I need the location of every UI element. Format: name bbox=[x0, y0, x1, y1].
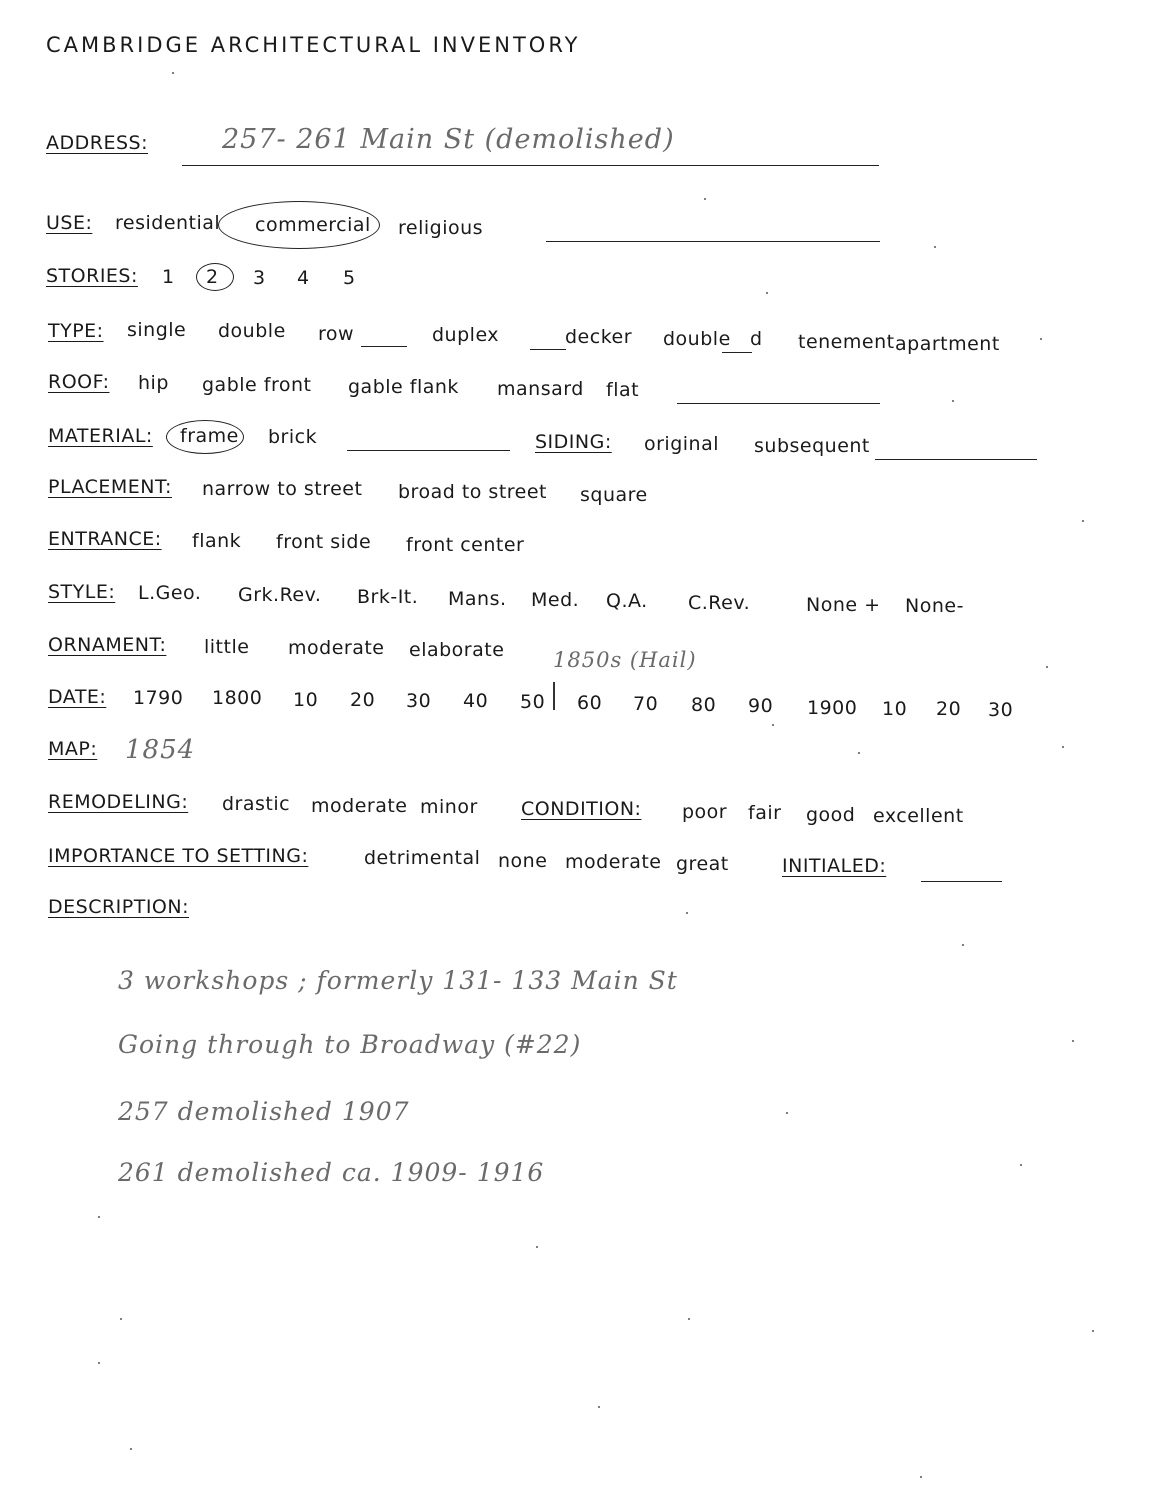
initialed-label: INITIALED: bbox=[782, 855, 887, 877]
type-option-d: d bbox=[750, 328, 763, 350]
scan-speck bbox=[688, 1318, 690, 1320]
date-option-10: 10 bbox=[293, 689, 319, 711]
roof-other-line bbox=[677, 403, 880, 404]
type-option-double: double bbox=[218, 320, 286, 342]
entrance-option-front-center: front center bbox=[406, 534, 525, 556]
use-option-religious: religious bbox=[398, 217, 484, 239]
map-label: MAP: bbox=[48, 738, 98, 760]
style-option-grkrev: Grk.Rev. bbox=[238, 584, 322, 606]
condition-option-fair: fair bbox=[748, 802, 782, 824]
description-line-3: 257 demolished 1907 bbox=[118, 1097, 410, 1126]
condition-option-poor: poor bbox=[682, 801, 728, 823]
material-other-line bbox=[347, 450, 510, 451]
date-option-1930: 30 bbox=[988, 699, 1014, 721]
style-option-qa: Q.A. bbox=[606, 590, 648, 612]
importance-option-great: great bbox=[676, 853, 729, 875]
siding-option-original: original bbox=[644, 433, 720, 455]
style-option-none-minus: None- bbox=[905, 595, 964, 617]
description-line-4: 261 demolished ca. 1909- 1916 bbox=[118, 1158, 545, 1187]
type-option-apartment: apartment bbox=[895, 333, 1000, 355]
condition-label: CONDITION: bbox=[521, 798, 642, 820]
use-label: USE: bbox=[46, 212, 93, 234]
scan-speck bbox=[934, 246, 936, 248]
scan-speck bbox=[766, 292, 768, 294]
scan-speck bbox=[172, 72, 174, 74]
roof-option-hip: hip bbox=[138, 372, 169, 394]
style-option-mans: Mans. bbox=[448, 588, 507, 610]
remodeling-option-minor: minor bbox=[420, 796, 478, 818]
style-option-crev: C.Rev. bbox=[688, 592, 751, 614]
scan-speck bbox=[1082, 520, 1084, 522]
siding-label: SIDING: bbox=[535, 431, 612, 453]
placement-label: PLACEMENT: bbox=[48, 476, 172, 498]
scan-speck bbox=[962, 944, 964, 946]
description-line-2: Going through to Broadway (#22) bbox=[118, 1030, 582, 1059]
style-option-brkit: Brk-It. bbox=[357, 586, 419, 608]
description-line-1: 3 workshops ; formerly 131- 133 Main St bbox=[118, 966, 678, 995]
condition-option-excellent: excellent bbox=[873, 805, 964, 827]
ornament-option-elaborate: elaborate bbox=[409, 639, 505, 661]
scan-speck bbox=[686, 912, 688, 914]
importance-label: IMPORTANCE TO SETTING: bbox=[48, 845, 309, 867]
remodeling-option-drastic: drastic bbox=[222, 793, 291, 815]
roof-option-flat: flat bbox=[606, 379, 640, 401]
scan-speck bbox=[786, 1112, 788, 1114]
style-option-med: Med. bbox=[531, 589, 580, 611]
scan-speck bbox=[1062, 746, 1064, 748]
use-other-line bbox=[546, 241, 880, 242]
placement-option-narrow: narrow to street bbox=[202, 478, 363, 500]
date-option-1800: 1800 bbox=[212, 687, 263, 709]
date-option-20: 20 bbox=[350, 689, 376, 711]
date-option-1790: 1790 bbox=[133, 687, 184, 709]
scan-speck bbox=[920, 1476, 922, 1478]
importance-option-moderate: moderate bbox=[565, 851, 662, 873]
scan-speck bbox=[1020, 1164, 1022, 1166]
date-note: 1850s (Hail) bbox=[553, 648, 697, 672]
date-mark bbox=[553, 682, 555, 710]
style-label: STYLE: bbox=[48, 581, 116, 603]
type-option-row: row bbox=[318, 323, 355, 345]
material-option-brick: brick bbox=[268, 426, 318, 448]
date-option-40: 40 bbox=[463, 690, 489, 712]
ornament-option-moderate: moderate bbox=[288, 637, 385, 659]
type-row-line bbox=[361, 346, 407, 347]
scan-speck bbox=[1046, 666, 1048, 668]
date-option-50: 50 bbox=[520, 691, 546, 713]
scan-speck bbox=[98, 1362, 100, 1364]
siding-option-subsequent: subsequent bbox=[754, 435, 870, 457]
roof-label: ROOF: bbox=[48, 371, 110, 393]
scan-speck bbox=[1072, 1040, 1074, 1042]
ornament-option-little: little bbox=[204, 636, 250, 658]
ornament-label: ORNAMENT: bbox=[48, 634, 167, 656]
entrance-option-flank: flank bbox=[192, 530, 242, 552]
stories-option-1: 1 bbox=[162, 266, 175, 288]
scan-speck bbox=[1040, 338, 1042, 340]
scan-speck bbox=[704, 198, 706, 200]
siding-other-line bbox=[875, 459, 1037, 460]
address-line bbox=[182, 165, 879, 166]
stories-option-3: 3 bbox=[253, 267, 266, 289]
type-option-double-d: double bbox=[663, 328, 731, 350]
stories-option-4: 4 bbox=[297, 267, 310, 289]
placement-option-broad: broad to street bbox=[398, 481, 548, 503]
roof-option-gable-front: gable front bbox=[202, 374, 312, 396]
date-option-1910: 10 bbox=[882, 698, 908, 720]
scan-speck bbox=[772, 724, 774, 726]
importance-option-detrimental: detrimental bbox=[364, 847, 481, 869]
roof-option-mansard: mansard bbox=[497, 378, 584, 400]
material-label: MATERIAL: bbox=[48, 425, 153, 447]
roof-option-gable-flank: gable flank bbox=[348, 376, 459, 398]
scan-speck bbox=[858, 752, 860, 754]
stories-option-5: 5 bbox=[343, 267, 356, 289]
use-option-commercial: commercial bbox=[255, 214, 371, 236]
style-option-lgeo: L.Geo. bbox=[138, 582, 202, 604]
remodeling-option-moderate: moderate bbox=[311, 795, 408, 817]
map-value: 1854 bbox=[125, 735, 196, 765]
scan-speck bbox=[98, 1216, 100, 1218]
type-option-tenement: tenement bbox=[798, 331, 895, 353]
initialed-line bbox=[921, 881, 1002, 882]
form-title: CAMBRIDGE ARCHITECTURAL INVENTORY bbox=[46, 33, 581, 57]
address-label: ADDRESS: bbox=[46, 132, 148, 154]
type-double-d-line bbox=[722, 352, 752, 353]
type-decker-line bbox=[530, 349, 566, 350]
date-option-80: 80 bbox=[691, 694, 717, 716]
entrance-label: ENTRANCE: bbox=[48, 528, 162, 550]
scan-speck bbox=[598, 1406, 600, 1408]
material-option-frame: frame bbox=[180, 425, 239, 447]
use-option-residential: residential bbox=[115, 212, 221, 234]
type-option-decker: decker bbox=[565, 326, 633, 348]
entrance-option-front-side: front side bbox=[276, 531, 372, 553]
stories-selected-circle bbox=[196, 263, 234, 291]
style-option-none-plus: None + bbox=[806, 594, 881, 616]
description-label: DESCRIPTION: bbox=[48, 896, 190, 918]
type-option-single: single bbox=[127, 319, 187, 341]
stories-label: STORIES: bbox=[46, 265, 138, 287]
type-option-duplex: duplex bbox=[432, 324, 500, 346]
date-option-1900: 1900 bbox=[807, 697, 858, 719]
scan-speck bbox=[1092, 1330, 1094, 1332]
scan-speck bbox=[130, 1448, 132, 1450]
date-option-1920: 20 bbox=[936, 698, 962, 720]
condition-option-good: good bbox=[806, 804, 856, 826]
type-label: TYPE: bbox=[48, 320, 104, 342]
scan-speck bbox=[536, 1246, 538, 1248]
address-value: 257- 261 Main St (demolished) bbox=[222, 124, 675, 155]
placement-option-square: square bbox=[580, 484, 648, 506]
date-option-70: 70 bbox=[633, 693, 659, 715]
material-selected-circle bbox=[166, 420, 244, 454]
date-label: DATE: bbox=[48, 686, 107, 708]
date-option-60: 60 bbox=[577, 692, 603, 714]
stories-option-2: 2 bbox=[206, 266, 219, 288]
use-selected-circle bbox=[218, 201, 380, 249]
date-option-90: 90 bbox=[748, 695, 774, 717]
date-option-30: 30 bbox=[406, 690, 432, 712]
scan-speck bbox=[120, 1318, 122, 1320]
scan-speck bbox=[952, 400, 954, 402]
remodeling-label: REMODELING: bbox=[48, 791, 189, 813]
importance-option-none: none bbox=[498, 850, 548, 872]
